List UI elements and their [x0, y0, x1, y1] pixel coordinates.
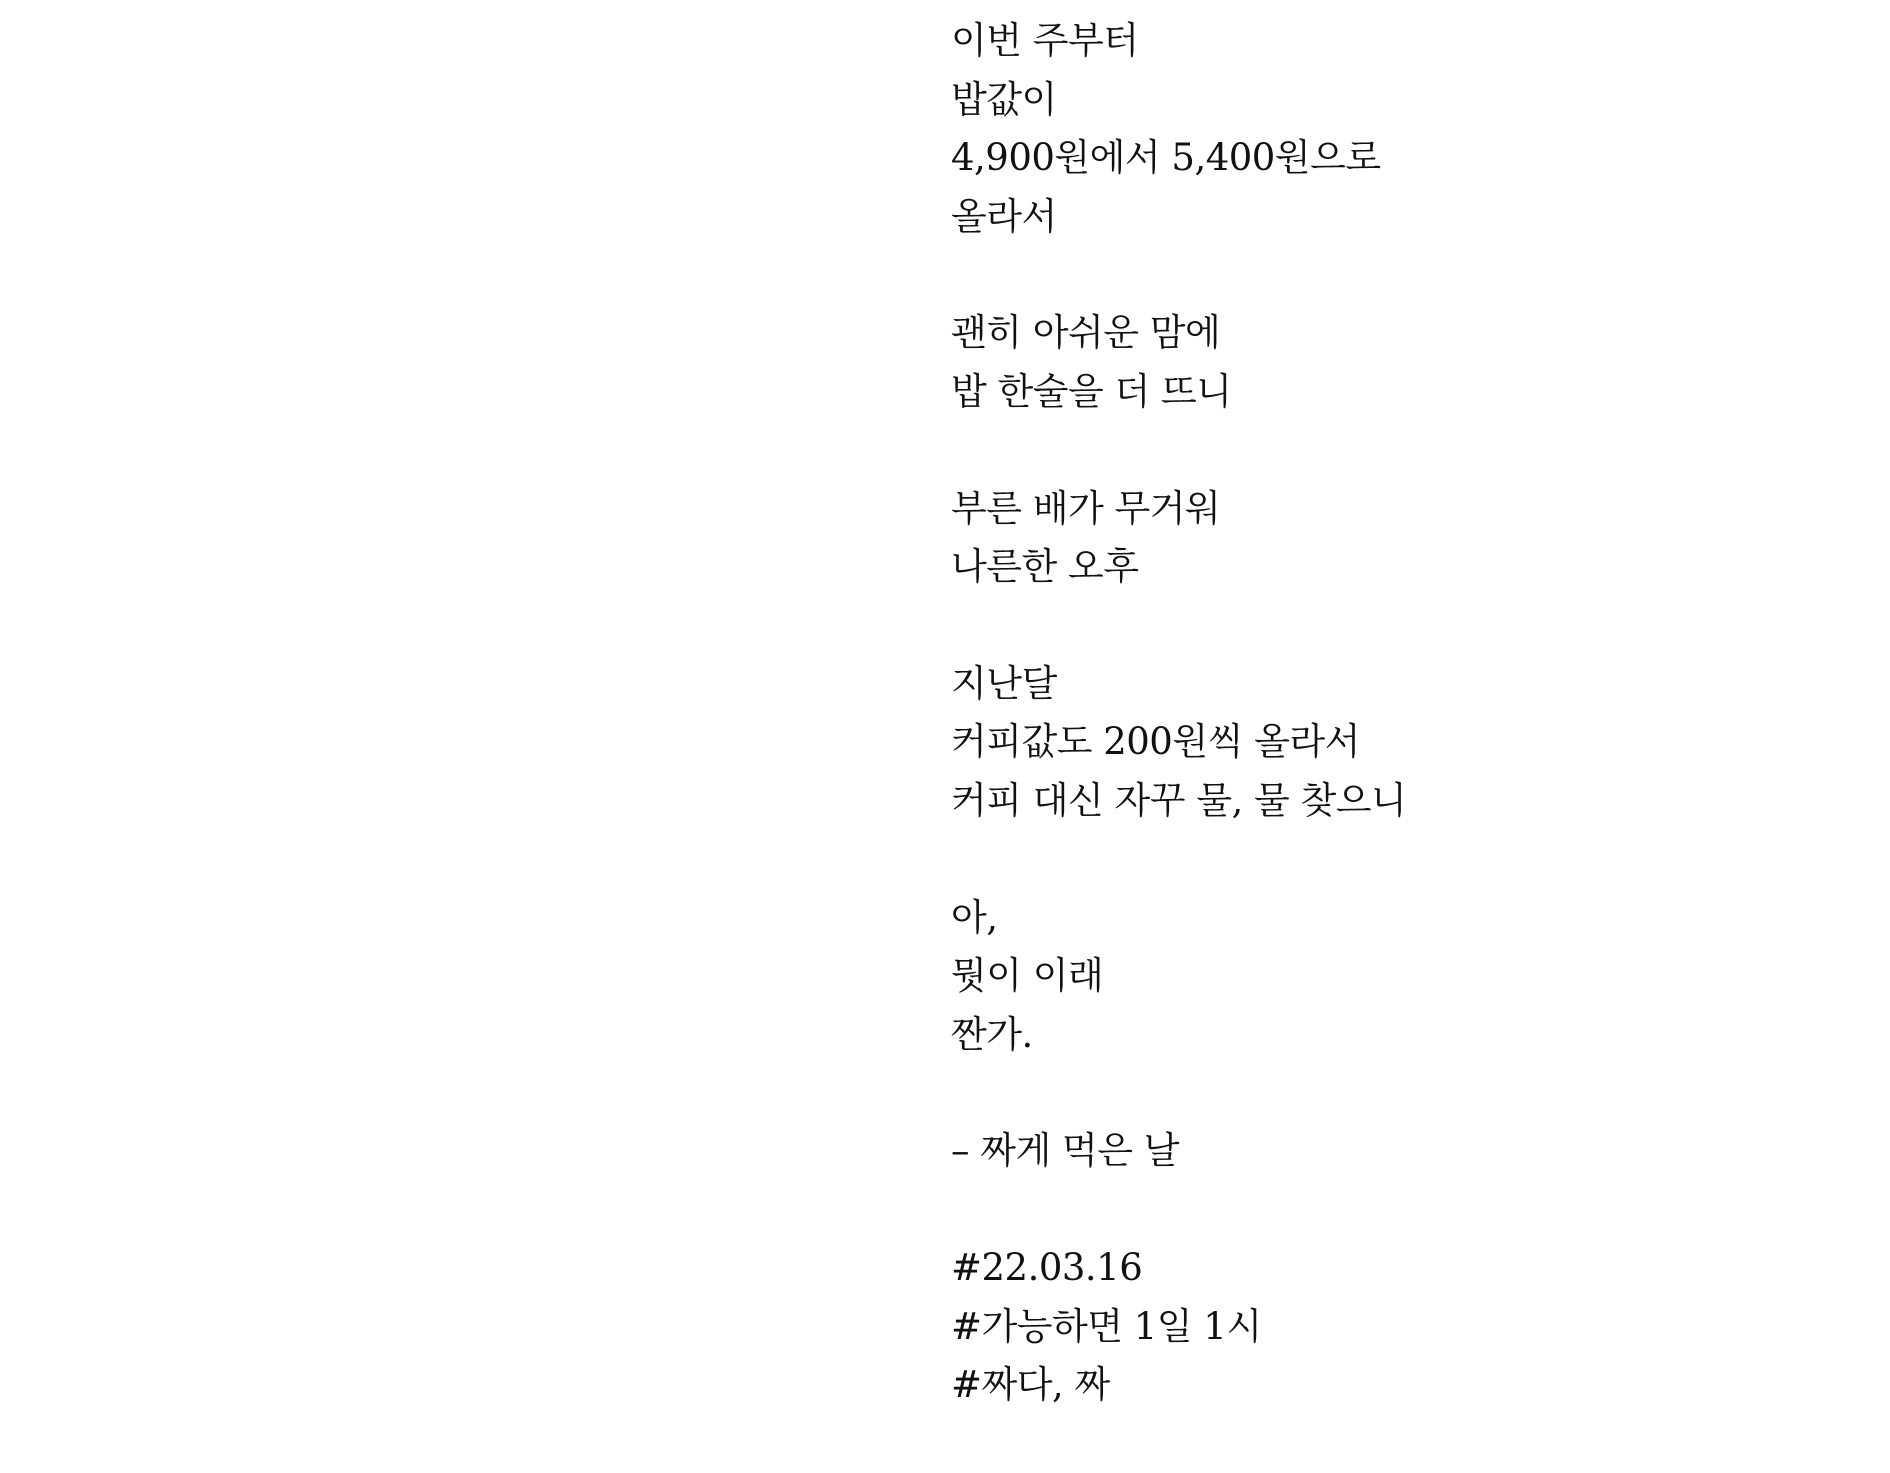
poem-line: 이번 주부터 — [951, 19, 1139, 62]
poem-line: 짠가. — [951, 1012, 1033, 1056]
poem-line: 아, — [951, 895, 998, 939]
stanza-3 — [951, 480, 1851, 597]
poem-text — [951, 12, 1851, 1473]
poem-signature: – 짜게 먹은 날 — [951, 1129, 1179, 1173]
poem-line: 괜히 아쉬운 맘에 — [951, 311, 1221, 355]
stanza-2 — [951, 304, 1851, 421]
hashtag: #22.03.16 — [951, 1245, 1143, 1289]
stanza-5 — [951, 889, 1851, 1065]
poem-line: 나른한 오후 — [951, 545, 1139, 589]
poem-line: 지난달 — [951, 661, 1057, 705]
poem-line: 올라서 — [951, 194, 1057, 238]
hashtag: #짜다, 짜 — [951, 1363, 1110, 1407]
poem-line: 4,900원에서 5,400원으로 — [951, 136, 1381, 180]
poem-line: 부른 배가 무거워 — [951, 486, 1221, 530]
poem-line: 밥값이 — [951, 77, 1057, 121]
hashtag: #가능하면 1일 1시 — [951, 1304, 1262, 1348]
hashtag-block — [951, 1239, 1851, 1415]
poem-line: 뭣이 이래 — [951, 954, 1104, 998]
poem-line: 밥 한술을 더 뜨니 — [951, 369, 1232, 413]
signature-block — [951, 1122, 1851, 1181]
poem-line: 커피 대신 자꾸 물, 물 찾으니 — [951, 778, 1407, 822]
stanza-4 — [951, 655, 1851, 831]
stanza-1 — [951, 12, 1851, 246]
poem-line: 커피값도 200원씩 올라서 — [951, 720, 1360, 764]
